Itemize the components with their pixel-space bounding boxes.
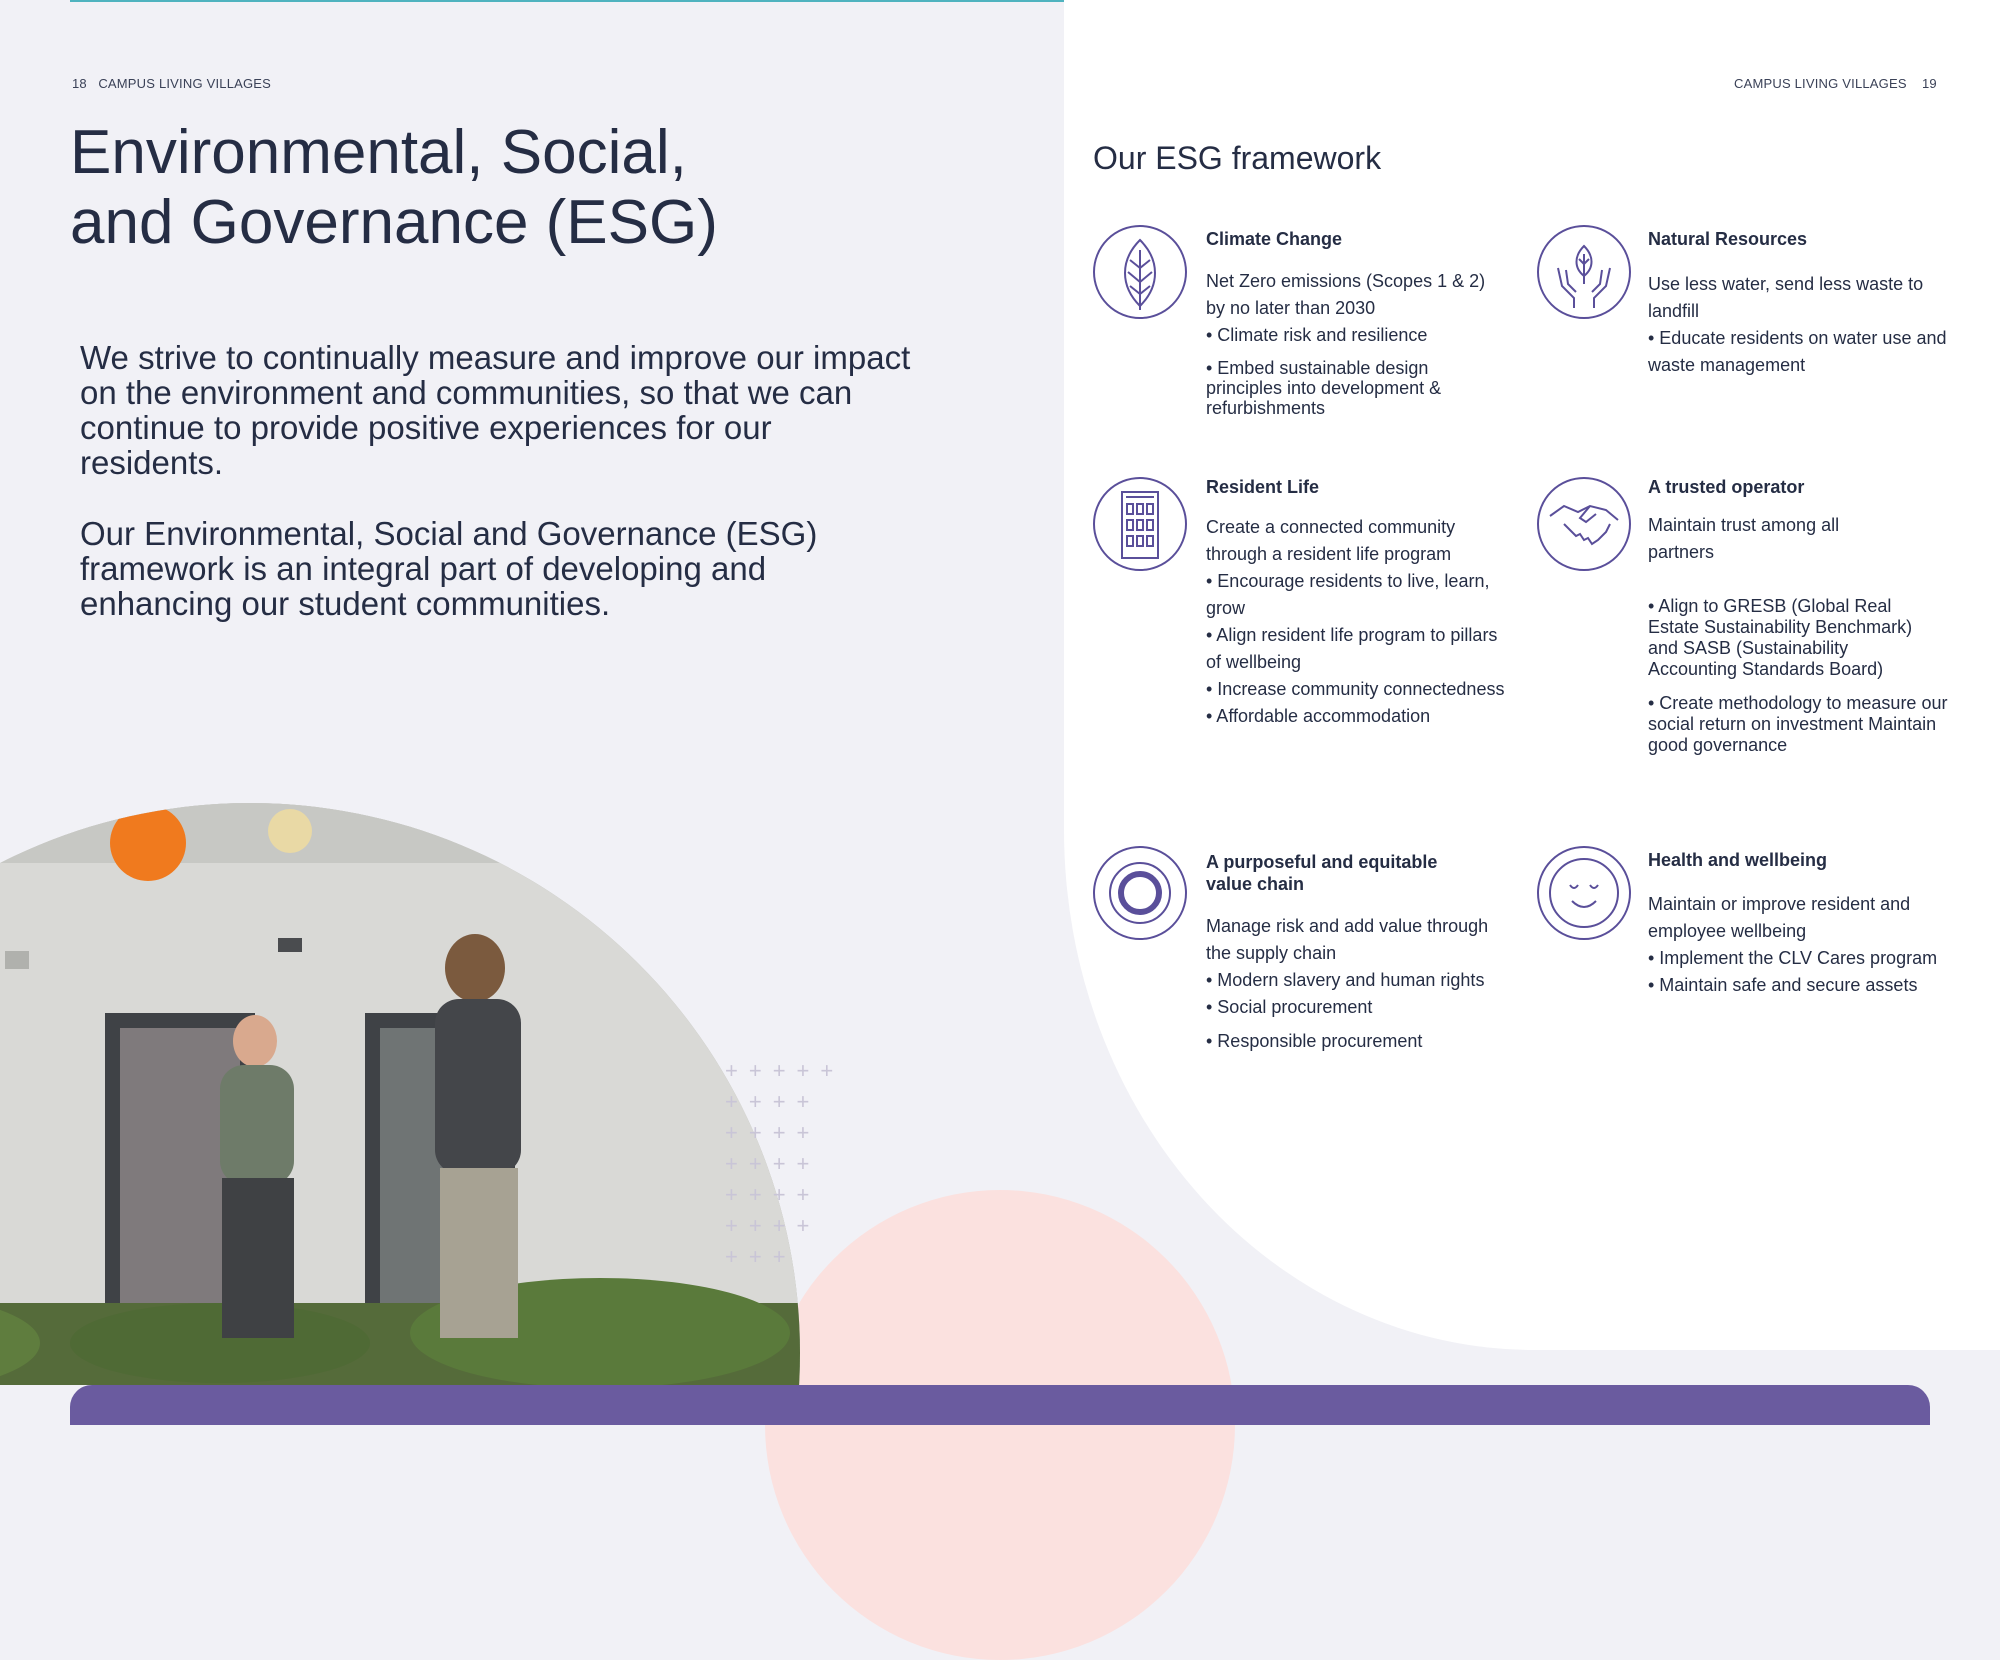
- climate-change-heading: Climate Change: [1206, 229, 1343, 249]
- leaf-icon: [1092, 224, 1188, 320]
- climate-change-bullets: [1206, 322, 1506, 418]
- right-brand-label: CAMPUS LIVING VILLAGES: [1734, 76, 1907, 91]
- value-chain-heading: A purposeful and equitable value chain: [1206, 852, 1438, 894]
- left-page-header: [72, 76, 271, 91]
- footer-accent-bar: [70, 1385, 1930, 1425]
- list-item: • Maintain safe and secure assets: [1648, 975, 1918, 995]
- list-item: • Create methodology to measure our social return on investment Maintain good governance: [1648, 693, 1948, 755]
- esg-item-health-wellbeing: [1536, 845, 1956, 1045]
- trusted-operator-bullets: [1648, 596, 1948, 756]
- list-item: • Embed sustainable design principles into development & refurbishments: [1206, 358, 1442, 418]
- page-title-line1: Environmental, Social,: [70, 118, 687, 187]
- esg-item-resident-life: [1092, 476, 1512, 776]
- ring-icon: [1092, 845, 1188, 941]
- list-item: • Increase community connectedness: [1206, 679, 1505, 699]
- students-volleyball-illustration: [0, 803, 800, 1385]
- framework-title: Our ESG framework: [1093, 140, 1382, 176]
- list-item: • Encourage residents to live, learn, grow: [1206, 571, 1490, 618]
- list-item: • Climate risk and resilience: [1206, 325, 1428, 345]
- right-page-header: [1734, 76, 1937, 91]
- climate-change-description: Net Zero emissions (Scopes 1 & 2) by no later than 2030: [1206, 271, 1486, 318]
- intro-paragraph-2: Our Environmental, Social and Governance (ESG) framework is an integral part of developing and enhancing our student communities.: [80, 515, 818, 622]
- list-item: • Educate residents on water use and waste management: [1648, 328, 1947, 375]
- plus-pattern-decoration: +++++ ++++ ++++ ++++ ++++ ++++ +++: [725, 1058, 845, 1269]
- list-item: • Implement the CLV Cares program: [1648, 948, 1938, 968]
- intro-paragraph-1: We strive to continually measure and improve our impact on the environment and communities, so that we can continue to provide positive experiences for our residents.: [80, 339, 911, 481]
- esg-item-climate-change: [1092, 224, 1512, 444]
- value-chain-description: Manage risk and add value through the supply chain: [1206, 916, 1489, 963]
- building-icon: [1092, 476, 1188, 572]
- natural-resources-heading: Natural Resources: [1648, 229, 1808, 249]
- list-item: • Align to GRESB (Global Real Estate Sustainability Benchmark) and SASB (Sustainability Accounting Standards Board): [1648, 596, 1913, 679]
- trusted-operator-description: Maintain trust among all partners: [1648, 515, 1840, 562]
- handshake-icon: [1536, 476, 1632, 572]
- value-chain-bullets: [1206, 967, 1506, 1055]
- esg-item-natural-resources: [1536, 224, 1956, 444]
- esg-item-trusted-operator: [1536, 476, 1956, 826]
- right-page-number: 19: [1921, 76, 1937, 91]
- list-item: • Responsible procurement: [1206, 1031, 1423, 1051]
- page-title-line2: and Governance (ESG): [70, 188, 718, 257]
- trusted-operator-heading: A trusted operator: [1648, 477, 1805, 497]
- resident-life-description: Create a connected community through a resident life program: [1206, 517, 1456, 564]
- page-title: [70, 118, 970, 258]
- list-item: • Align resident life program to pillars of wellbeing: [1206, 625, 1498, 672]
- esg-item-value-chain: [1092, 845, 1512, 1105]
- left-page-number: 18: [72, 76, 87, 91]
- hands-plant-icon: [1536, 224, 1632, 320]
- left-brand-label: CAMPUS LIVING VILLAGES: [98, 76, 272, 91]
- students-photo: [0, 803, 810, 1385]
- list-item: • Modern slavery and human rights: [1206, 970, 1485, 990]
- health-wellbeing-heading: Health and wellbeing: [1648, 850, 1828, 870]
- smile-icon: [1536, 845, 1632, 941]
- health-wellbeing-bullets: [1648, 945, 1948, 999]
- health-wellbeing-description: Maintain or improve resident and employee wellbeing: [1648, 894, 1911, 941]
- list-item: • Affordable accommodation: [1206, 706, 1431, 726]
- photo-circle-mask: [0, 803, 800, 1385]
- resident-life-heading: Resident Life: [1206, 477, 1320, 497]
- resident-life-bullets: [1206, 568, 1506, 730]
- natural-resources-description: Use less water, send less waste to landfill: [1648, 274, 1924, 321]
- natural-resources-bullets: [1648, 325, 1948, 379]
- list-item: • Social procurement: [1206, 997, 1373, 1017]
